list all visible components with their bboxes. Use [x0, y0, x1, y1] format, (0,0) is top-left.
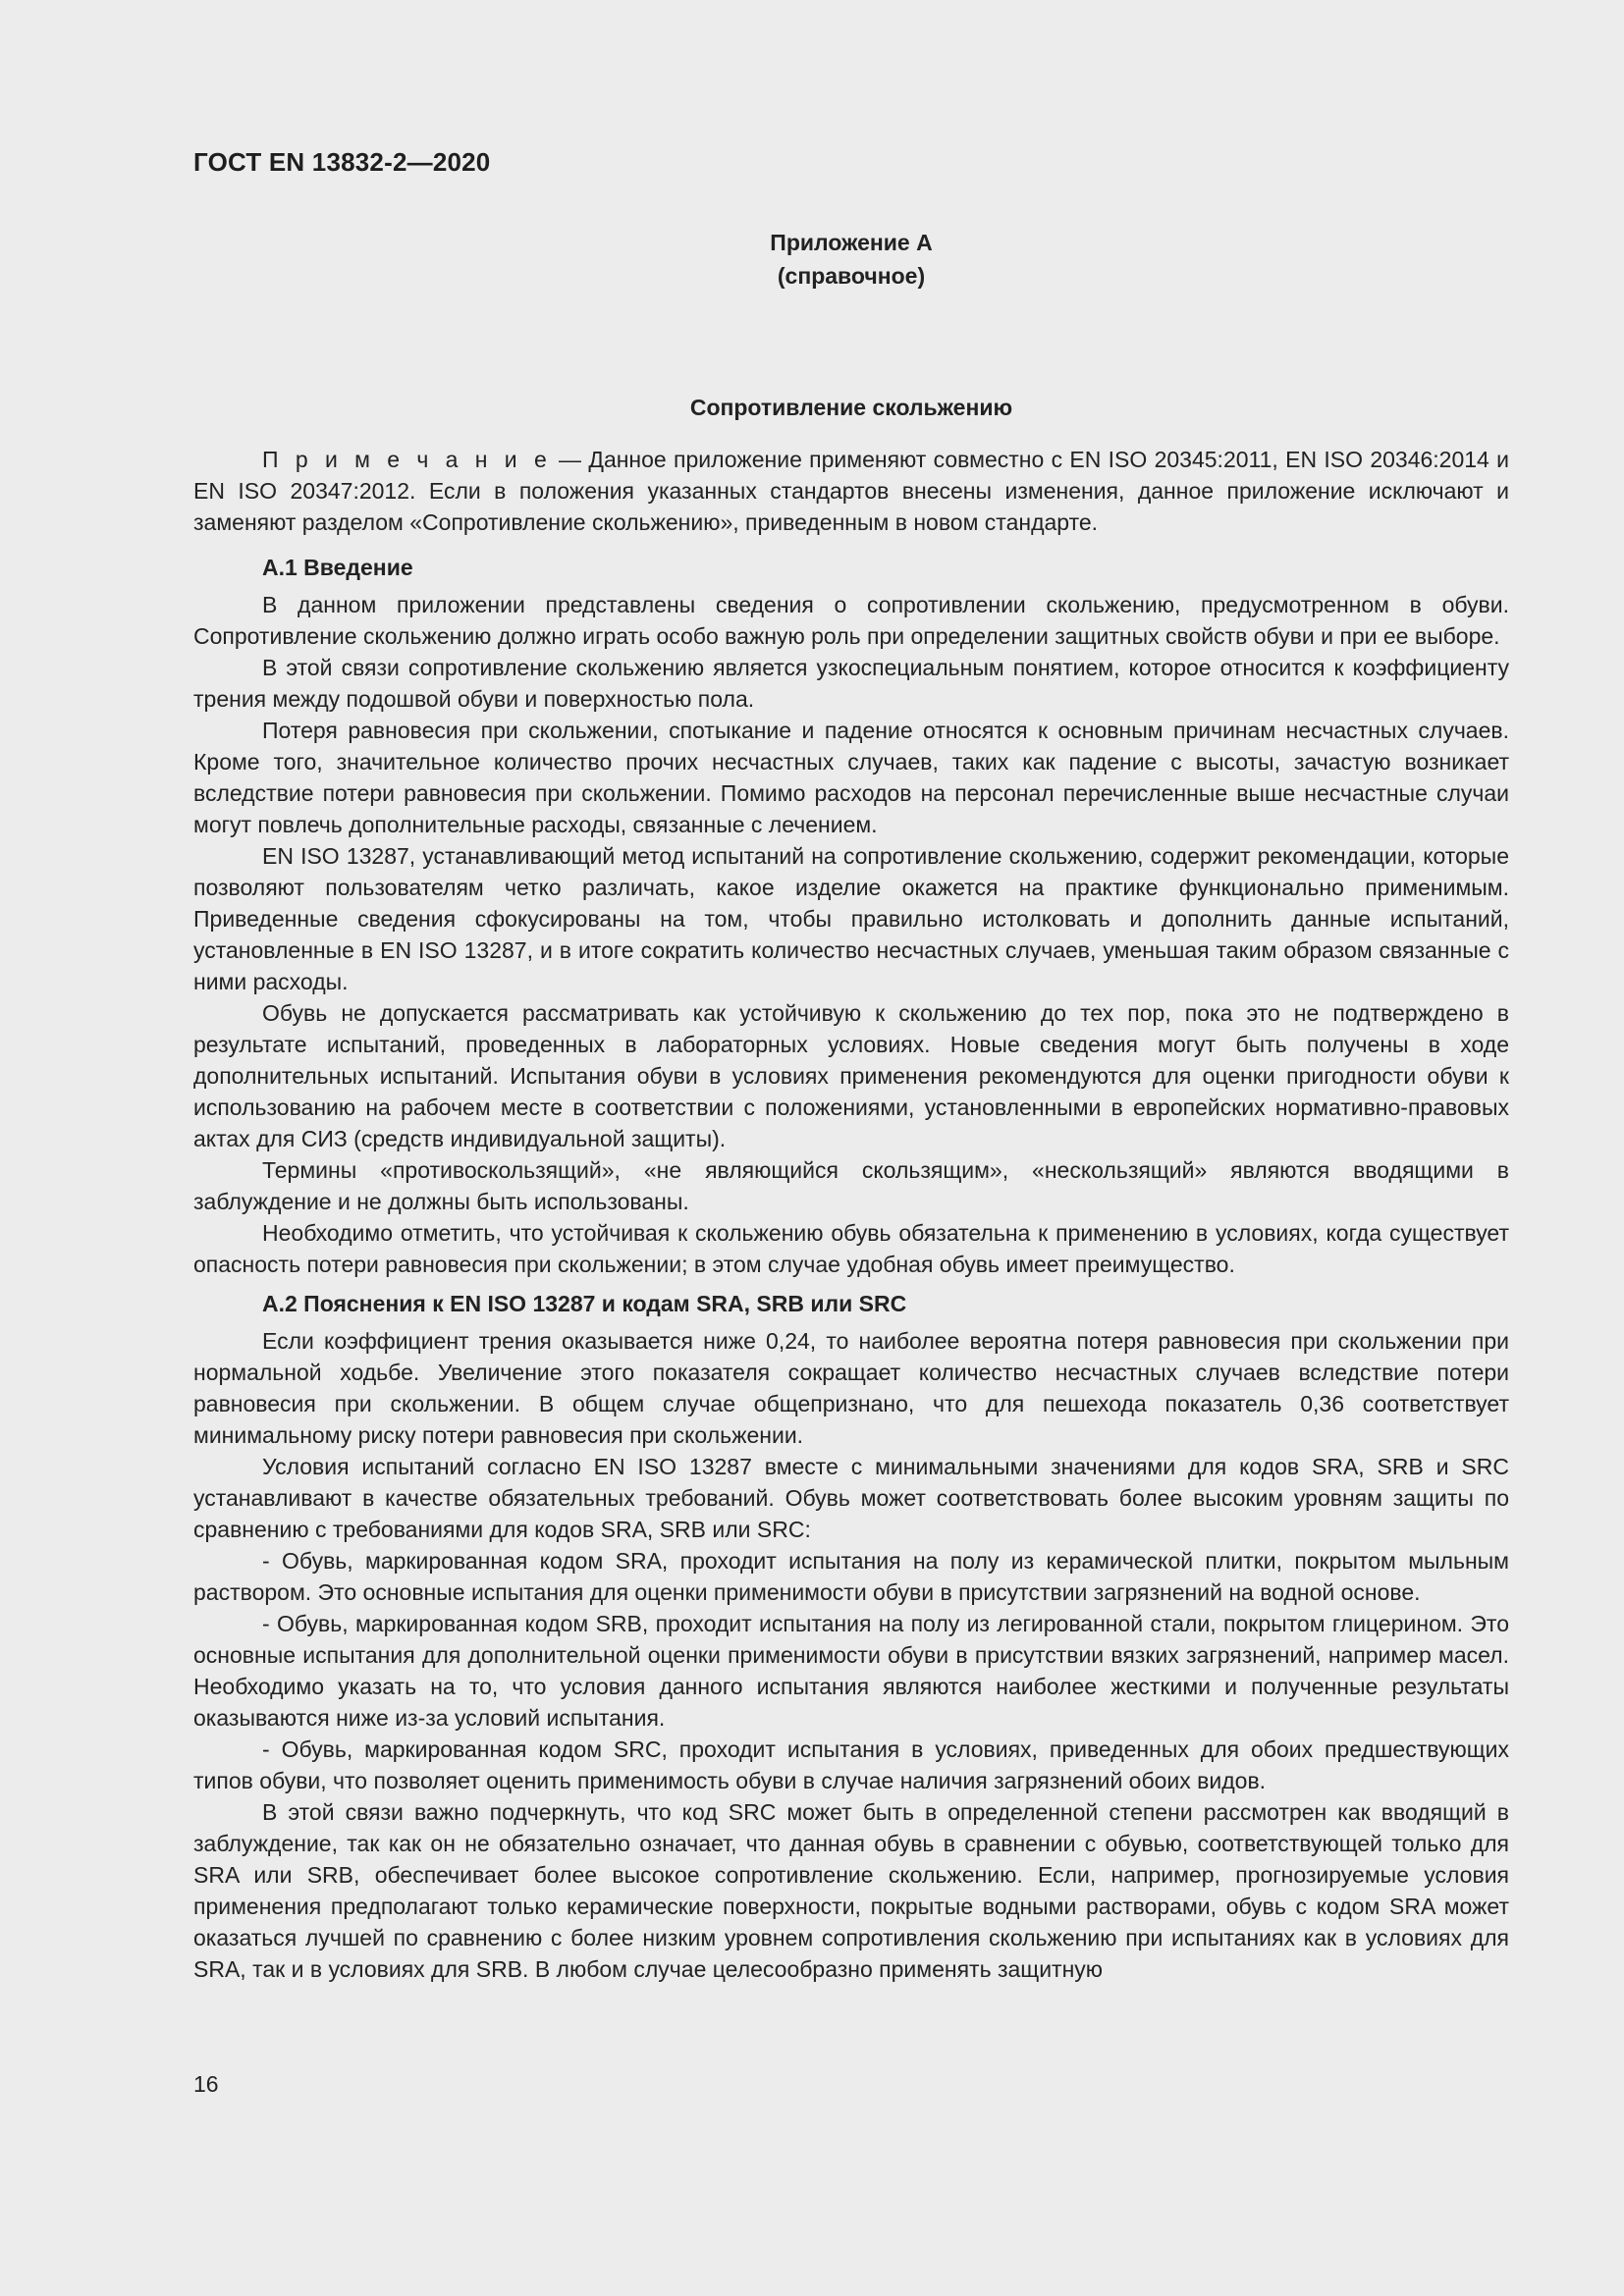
paragraph: Условия испытаний согласно EN ISO 13287 вместе с минимальными значениями для кодов SRA, SRB и SRC устанавливают в качестве обязательных требований. Обувь может соответствовать более высоким уровням защиты по сравнению с требованиями для кодов SRA, SRB или SRC: — [193, 1454, 1509, 1542]
paragraph: В этой связи сопротивление скольжению является узкоспециальным понятием, которое относится к коэффициенту трения между подошвой обуви и поверхностью пола. — [193, 655, 1509, 712]
section-heading-explanations: А.2 Пояснения к EN ISO 13287 и кодам SRA, SRB или SRC — [262, 1291, 907, 1316]
section-heading-introduction: А.1 Введение — [262, 555, 413, 580]
paragraph: EN ISO 13287, устанавливающий метод испытаний на сопротивление скольжению, содержит рекомендации, которые позволяют пользователям четко различать, какое изделие окажется на практике функционально применимым. Приведенные сведения сфокусированы на том, чтобы правильно истолковать и дополнить данные испытаний, установленные в EN ISO 13287, и в итоге сократить количество несчастных случаев, уменьшая таким образом связанные с ними расходы. — [193, 843, 1509, 994]
list-item: - Обувь, маркированная кодом SRB, проходит испытания на полу из легированной стали, покрытом глицерином. Это основные испытания для дополнительной оценки применимости обуви в присутствии вязких загрязнений, например масел. Необходимо указать на то, что условия данного испытания являются наиболее жесткими и полученные результаты оказываются ниже из-за условий испытания. — [193, 1611, 1509, 1731]
page-number: 16 — [193, 2071, 219, 2097]
list-item: - Обувь, маркированная кодом SRA, проходит испытания на полу из керамической плитки, покрытом мыльным раствором. Это основные испытания для оценки применимости обуви в присутствии загрязнений на водной основе. — [193, 1548, 1509, 1605]
paragraph: Если коэффициент трения оказывается ниже 0,24, то наиболее вероятна потеря равновесия при скольжении при нормальной ходьбе. Увеличение этого показателя сокращает количество несчастных случаев вследствие потери равновесия при скольжении. В общем случае общепризнано, что для пешехода показатель 0,36 соответствует минимальному риску потери равновесия при скольжении. — [193, 1328, 1509, 1448]
document-code: ГОСТ EN 13832-2—2020 — [193, 147, 491, 177]
document-body — [193, 444, 1509, 1985]
annex-heading — [193, 226, 1509, 293]
note-label: П р и м е ч а н и е — [262, 447, 552, 472]
paragraph: Обувь не допускается рассматривать как устойчивую к скольжению до тех пор, пока это не подтверждено в результате испытаний, проведенных в лабораторных условиях. Новые сведения могут быть получены в ходе дополнительных испытаний. Испытания обуви в условиях применения рекомендуются для оценки пригодности обуви к использованию на рабочем месте в соответствии с положениями, установленными в европейских нормативно-правовых актах для СИЗ (средств индивидуальной защиты). — [193, 1000, 1509, 1151]
annex-label: Приложение А — [770, 230, 933, 255]
paragraph: Термины «противоскользящий», «не являющийся скользящим», «нескользящий» являются вводящими в заблуждение и не должны быть использованы. — [193, 1157, 1509, 1214]
paragraph: Потеря равновесия при скольжении, спотыкание и падение относятся к основным причинам несчастных случаев. Кроме того, значительное количество прочих несчастных случаев, таких как падение с высоты, зачастую возникает вследствие потери равновесия при скольжении. Помимо расходов на персонал перечисленные выше несчастные случаи могут повлечь дополнительные расходы, связанные с лечением. — [193, 718, 1509, 837]
note-text: — Данное приложение применяют совместно с EN ISO 20345:2011, EN ISO 20346:2014 и EN ISO 20347:2012. Если в положения указанных стандартов внесены изменения, данное приложение исключают и заменяют разделом «Сопротивление скольжению», приведенным в новом стандарте. — [193, 447, 1509, 535]
note-paragraph — [193, 444, 1509, 538]
paragraph: В этой связи важно подчеркнуть, что код SRC может быть в определенной степени рассмотрен как вводящий в заблуждение, так как он не обязательно означает, что данная обувь в сравнении с обувью, соответствующей только для SRA или SRB, обеспечивает более высокое сопротивление скольжению. Если, например, прогнозируемые условия применения предполагают только керамические поверхности, покрытые водными растворами, обувь с кодом SRA может оказаться лучшей по сравнению с более низким уровнем сопротивления скольжению при испытаниях как в условиях для SRA, так и в условиях для SRB. В любом случае целесообразно применять защитную — [193, 1799, 1509, 1982]
annex-title: Сопротивление скольжению — [689, 395, 1013, 420]
paragraph: В данном приложении представлены сведения о сопротивлении скольжению, предусмотренном в обуви. Сопротивление скольжению должно играть особо важную роль при определении защитных свойств обуви и при ее выборе. — [193, 592, 1509, 649]
paragraph: Необходимо отметить, что устойчивая к скольжению обувь обязательна к применению в условиях, когда существует опасность потери равновесия при скольжении; в этом случае удобная обувь имеет преимущество. — [193, 1220, 1509, 1277]
list-item: - Обувь, маркированная кодом SRC, проходит испытания в условиях, приведенных для обоих предшествующих типов обуви, что позволяет оценить применимость обуви в случае наличия загрязнений обоих видов. — [193, 1736, 1509, 1793]
annex-status: (справочное) — [777, 263, 926, 289]
